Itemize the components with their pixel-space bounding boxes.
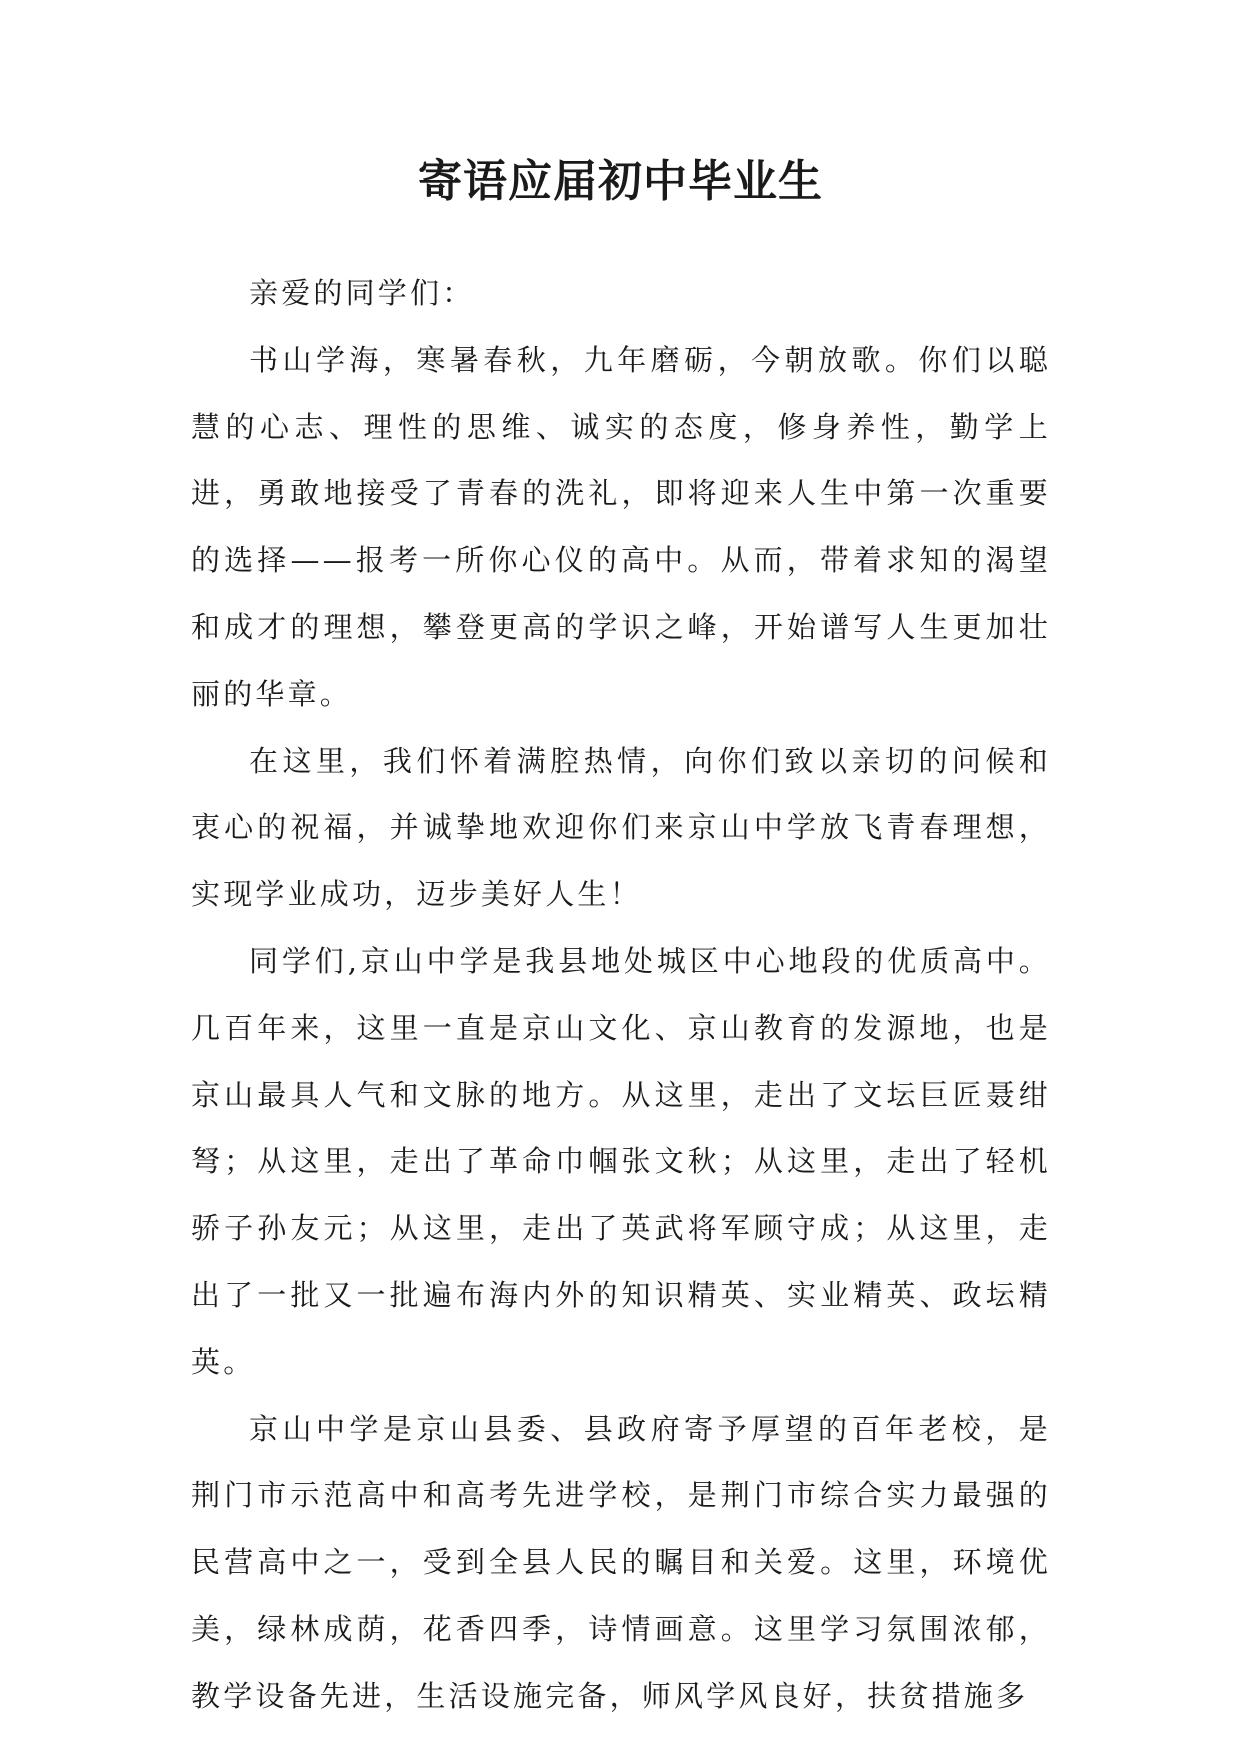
document-body [191,260,1051,1730]
paragraph: 在这里，我们怀着满腔热情，向你们致以亲切的问候和衷心的祝福，并诚挚地欢迎你们来京山中学放飞青春理想，实现学业成功，迈步美好人生！ [191,743,1051,912]
paragraph: 书山学海，寒暑春秋，九年磨砺，今朝放歌。你们以聪慧的心志、理性的思维、诚实的态度，修身养性，勤学上进，勇敢地接受了青春的洗礼，即将迎来人生中第一次重要的选择——报考一所你心仪的高中。从而，带着求知的渴望和成才的理想，攀登更高的学识之峰，开始谱写人生更加壮丽的华章。 [191,342,1051,711]
paragraph: 同学们,京山中学是我县地处城区中心地段的优质高中。几百年来，这里一直是京山文化、京山教育的发源地，也是京山最具人气和文脉的地方。从这里，走出了文坛巨匠聂绀弩；从这里，走出了革命巾帼张文秋；从这里，走出了轻机骄子孙友元；从这里，走出了英武将军顾守成；从这里，走出了一批又一批遍布海内外的知识精英、实业精英、政坛精英。 [191,943,1051,1379]
paragraph: 京山中学是京山县委、县政府寄予厚望的百年老校，是荆门市示范高中和高考先进学校，是荆门市综合实力最强的民营高中之一，受到全县人民的瞩目和关爱。这里，环境优美，绿林成荫，花香四季，诗情画意。这里学习氛围浓郁，教学设备先进，生活设施完备，师风学风良好，扶贫措施多 [191,1411,1051,1713]
document-title: 寄语应届初中毕业生 [418,156,823,207]
salutation: 亲爱的同学们： [249,276,475,310]
